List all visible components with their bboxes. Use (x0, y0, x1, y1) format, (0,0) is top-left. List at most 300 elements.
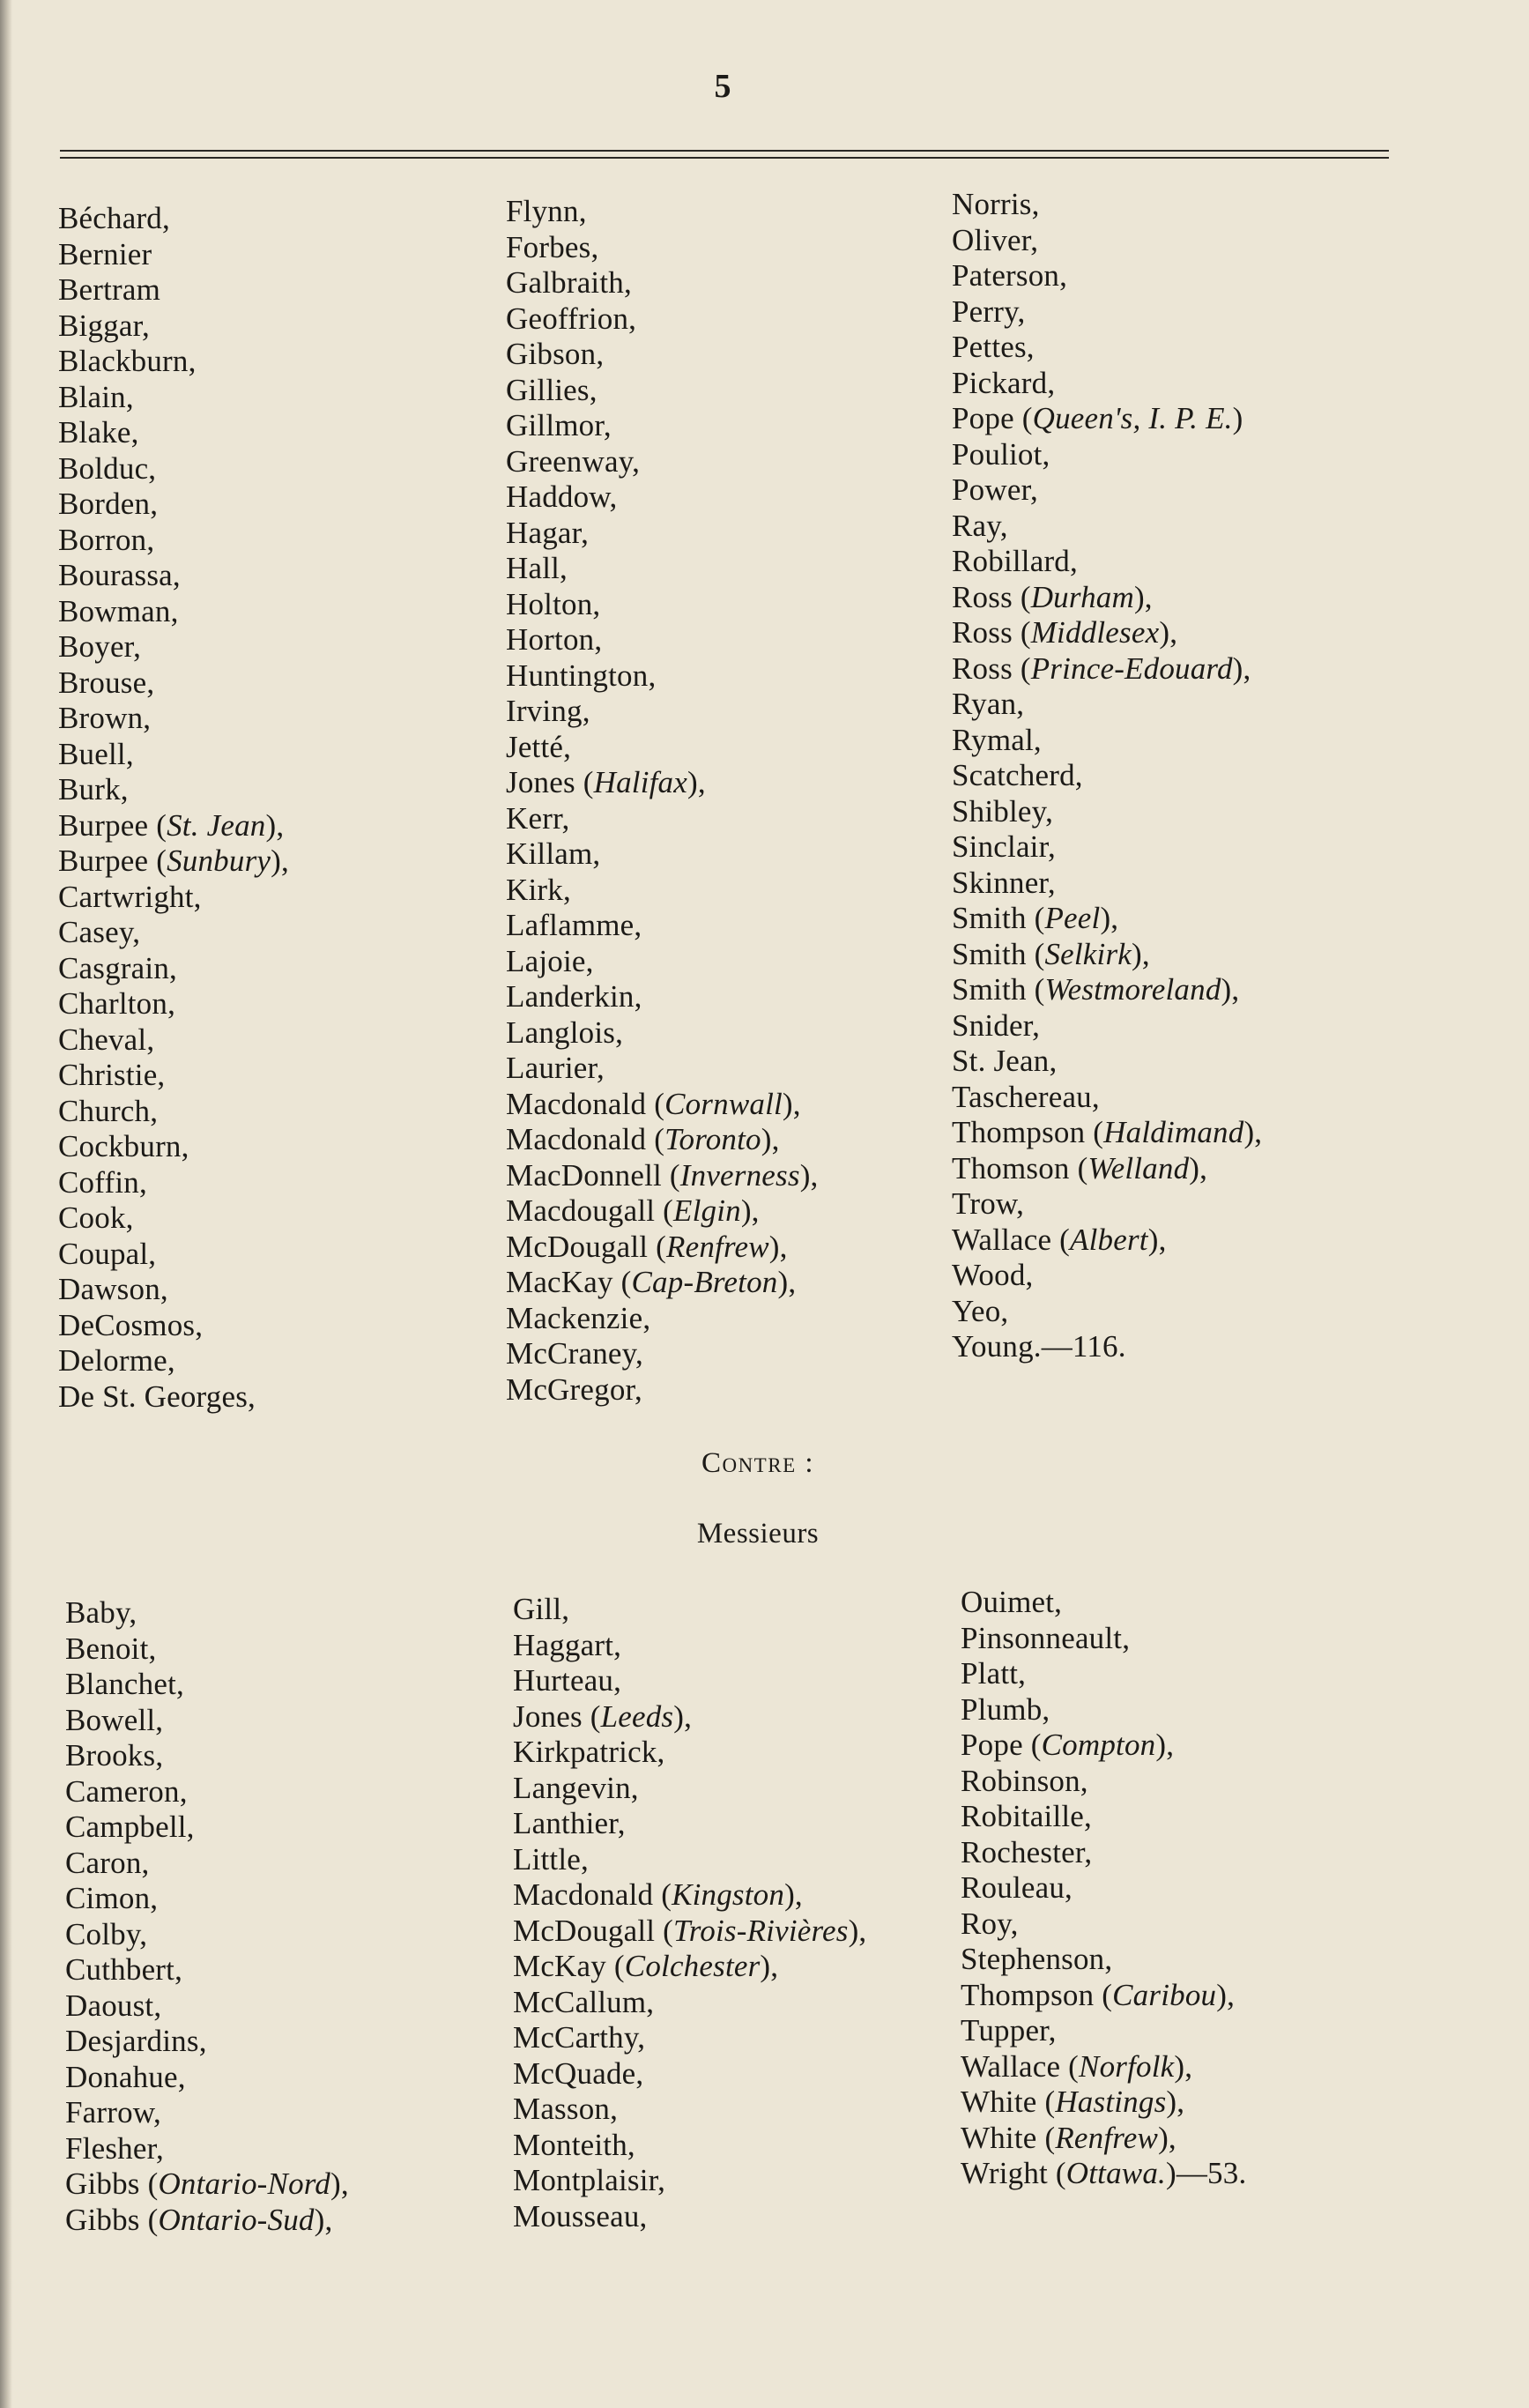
member-entry (58, 629, 289, 665)
member-name: Pettes, (952, 330, 1035, 364)
member-entry (952, 187, 1262, 223)
member-name: Ray, (952, 508, 1008, 543)
member-name: Landerkin, (506, 979, 642, 1014)
for-votes-column-3 (952, 187, 1262, 1365)
member-entry (506, 551, 819, 587)
member-entry (65, 1952, 349, 1988)
member-entry (513, 2163, 866, 2199)
member-entry (58, 594, 289, 630)
page-binding-edge (0, 0, 12, 2408)
member-entry (506, 1015, 819, 1052)
member-name: Smith ( (952, 901, 1045, 935)
member-name: Forbes, (506, 229, 599, 264)
member-name: Pouliot, (952, 436, 1050, 472)
member-entry (58, 737, 289, 773)
member-name: Platt, (961, 1656, 1027, 1691)
member-name: Biggar, (58, 308, 151, 343)
member-entry (506, 265, 819, 301)
member-entry (65, 1846, 349, 1882)
member-name: Gillies, (506, 372, 597, 407)
member-name: Robillard, (952, 544, 1078, 578)
entry-punctuation: ), (330, 2166, 349, 2201)
member-name: Blackburn, (58, 344, 197, 378)
member-entry (952, 901, 1262, 937)
member-name: Masson, (513, 2092, 619, 2126)
member-name: Pope ( (961, 1728, 1042, 1762)
member-name: Farrow, (65, 2095, 161, 2129)
member-entry (506, 694, 819, 730)
member-name: Cuthbert, (65, 1952, 183, 1987)
member-name: Macdonald ( (513, 1877, 672, 1912)
member-name: Casgrain, (58, 950, 177, 985)
member-entry (506, 479, 819, 516)
member-name: Dawson, (58, 1272, 168, 1306)
member-entry (513, 1985, 866, 2021)
member-entry (961, 1728, 1246, 1764)
entry-punctuation: ), (760, 1949, 779, 1983)
member-name: Smith ( (952, 972, 1045, 1007)
member-name: Rouleau, (961, 1870, 1073, 1905)
member-name: Haddow, (506, 479, 618, 514)
member-entry (506, 1230, 819, 1266)
riding-name: Albert (1070, 1222, 1148, 1257)
member-entry (58, 1200, 289, 1237)
riding-name: Hastings (1055, 2085, 1167, 2119)
riding-name: Ontario-Nord (158, 2166, 331, 2201)
member-entry (961, 2013, 1246, 2049)
member-entry (58, 201, 289, 237)
entry-punctuation: ), (265, 807, 285, 843)
member-entry (952, 1186, 1262, 1223)
member-name: McDougall ( (513, 1913, 674, 1948)
member-entry (65, 1667, 349, 1703)
member-entry (58, 1272, 289, 1308)
member-entry (952, 829, 1262, 866)
against-votes-column-2 (513, 1592, 866, 2234)
member-entry (952, 687, 1262, 723)
entry-punctuation: ), (784, 1877, 803, 1912)
member-entry (513, 2128, 866, 2164)
member-name: Lanthier, (513, 1806, 626, 1840)
member-name: Wright ( (961, 2156, 1066, 2190)
member-name: Oliver, (952, 222, 1039, 257)
entry-punctuation: ), (1174, 2048, 1193, 2084)
member-entry (65, 2095, 349, 2131)
member-name: Scatcherd, (952, 758, 1083, 792)
member-name: Caron, (65, 1845, 150, 1880)
member-name: Ryan, (952, 687, 1025, 721)
riding-name: Welland (1087, 1150, 1190, 1185)
member-entry (952, 1223, 1262, 1259)
member-entry (58, 272, 289, 308)
riding-name: Renfrew (666, 1229, 769, 1264)
member-entry (961, 1692, 1246, 1728)
member-name: Snider, (952, 1007, 1041, 1043)
riding-name: Haldimand (1103, 1115, 1244, 1149)
member-name: Haggart, (513, 1627, 622, 1662)
member-entry (513, 2020, 866, 2056)
member-entry (961, 2049, 1246, 2085)
member-entry (506, 1372, 819, 1408)
member-entry (952, 401, 1262, 437)
member-entry (58, 808, 289, 844)
member-name: Brown, (58, 701, 152, 735)
member-entry (58, 451, 289, 487)
riding-name: Colchester (624, 1949, 761, 1983)
member-name: Boyer, (58, 629, 142, 664)
member-name: McDougall ( (506, 1229, 667, 1264)
member-name: Gillmor, (506, 408, 612, 442)
member-name: Bowell, (65, 1702, 164, 1737)
entry-punctuation: ), (1216, 1977, 1236, 2012)
member-entry (506, 230, 819, 266)
member-entry (58, 380, 289, 416)
member-name: Bertram (58, 272, 161, 307)
member-name: Casey, (58, 915, 141, 949)
member-entry (58, 951, 289, 987)
entry-punctuation: ), (848, 1913, 867, 1948)
header-rule-top (60, 150, 1389, 152)
member-name: Shibley, (952, 793, 1054, 829)
member-entry (65, 1631, 349, 1668)
member-name: Borden, (58, 487, 159, 521)
member-name: Kerr, (506, 800, 570, 836)
member-name: Macdonald ( (506, 1122, 665, 1156)
entry-punctuation: ), (1100, 901, 1119, 935)
member-name: Mousseau, (513, 2198, 648, 2233)
member-entry (513, 1699, 866, 1735)
member-name: Robitaille, (961, 1799, 1092, 1833)
member-entry (65, 2131, 349, 2167)
member-name: McCraney, (506, 1336, 644, 1371)
member-name: Smith ( (952, 936, 1045, 971)
member-entry (952, 437, 1262, 473)
member-entry (952, 223, 1262, 259)
member-name: Flynn, (506, 194, 587, 228)
riding-name: Caribou (1112, 1977, 1217, 2012)
member-entry (58, 523, 289, 559)
member-name: Blake, (58, 415, 139, 450)
riding-name: Ottawa. (1065, 2156, 1166, 2190)
member-name: Cook, (58, 1200, 134, 1235)
entry-punctuation: ), (1133, 579, 1153, 614)
riding-name: Inverness (679, 1157, 800, 1193)
member-name: Thompson ( (952, 1115, 1104, 1149)
member-name: Trow, (952, 1186, 1025, 1221)
member-entry (506, 1158, 819, 1194)
member-name: Coffin, (58, 1164, 147, 1200)
member-name: Bourassa, (58, 558, 181, 592)
member-name: Burpee ( (58, 844, 167, 878)
member-name: Norris, (952, 187, 1040, 221)
entry-punctuation: ), (1166, 2085, 1185, 2119)
member-entry (961, 1978, 1246, 2014)
member-entry (58, 1237, 289, 1273)
member-name: Burpee ( (58, 807, 167, 843)
member-name: Tupper, (961, 2013, 1057, 2048)
entry-punctuation: ), (1159, 615, 1178, 650)
riding-name: Toronto (664, 1122, 761, 1156)
member-name: McGregor, (506, 1371, 642, 1407)
member-entry (952, 544, 1262, 580)
member-entry (58, 1094, 289, 1130)
member-entry (952, 1294, 1262, 1330)
member-name: Wood, (952, 1258, 1034, 1292)
member-name: Ross ( (952, 650, 1031, 686)
member-entry (506, 1265, 819, 1301)
member-name: Hagar, (506, 515, 590, 550)
member-name: Thomson ( (952, 1150, 1088, 1185)
member-entry (952, 758, 1262, 794)
member-name: Young.—116. (952, 1329, 1126, 1364)
member-name: Macdonald ( (506, 1086, 665, 1121)
entry-punctuation: ), (782, 1086, 801, 1121)
member-entry (506, 765, 819, 801)
entry-punctuation: ), (777, 1265, 797, 1299)
member-name: Cameron, (65, 1773, 188, 1809)
page-number: 5 (714, 68, 731, 105)
member-name: Kirkpatrick, (513, 1735, 665, 1769)
member-name: Skinner, (952, 865, 1056, 900)
against-votes-column-1 (65, 1595, 349, 2238)
member-entry (58, 701, 289, 737)
member-entry (58, 1165, 289, 1201)
member-entry (506, 873, 819, 909)
member-name: Stephenson, (961, 1942, 1113, 1976)
member-entry (961, 1799, 1246, 1835)
member-entry (961, 1656, 1246, 1692)
member-name: Buell, (58, 736, 134, 771)
member-name: Daoust, (65, 1988, 162, 2023)
member-entry (513, 1806, 866, 1842)
member-entry (65, 1703, 349, 1739)
member-entry (952, 330, 1262, 366)
member-entry (952, 580, 1262, 616)
member-entry (58, 1379, 289, 1416)
member-name: Greenway, (506, 443, 641, 479)
member-name: Paterson, (952, 258, 1068, 293)
member-entry (506, 622, 819, 658)
member-entry (65, 1881, 349, 1917)
member-entry (506, 801, 819, 837)
member-name: Gibbs ( (65, 2166, 159, 2201)
member-entry (513, 2199, 866, 2235)
member-name: Jetté, (506, 729, 572, 764)
riding-name: Renfrew (1055, 2120, 1159, 2155)
member-entry (961, 1942, 1246, 1978)
riding-name: Middlesex (1030, 615, 1160, 650)
member-name: MacDonnell ( (506, 1157, 680, 1193)
entry-punctuation: ), (1189, 1150, 1208, 1185)
member-entry (506, 979, 819, 1015)
entry-punctuation: ), (1243, 1115, 1263, 1149)
member-entry (65, 2060, 349, 2096)
member-name: Bernier (58, 236, 152, 271)
member-entry (513, 1842, 866, 1878)
member-name: Rymal, (952, 722, 1042, 757)
member-entry (506, 836, 819, 873)
entry-punctuation: ), (314, 2202, 333, 2237)
member-entry (65, 1595, 349, 1631)
member-entry (952, 1258, 1262, 1294)
member-entry (506, 730, 819, 766)
member-name: Hurteau, (513, 1663, 622, 1698)
member-entry (58, 1022, 289, 1059)
member-name: White ( (961, 2120, 1056, 2155)
member-name: Brouse, (58, 665, 155, 700)
member-entry (513, 1877, 866, 1914)
member-name: Pinsonneault, (961, 1620, 1131, 1655)
member-name: Benoit, (65, 1631, 157, 1666)
member-entry (65, 1917, 349, 1953)
member-entry (506, 1122, 819, 1158)
member-name: Delorme, (58, 1343, 175, 1378)
riding-name: Trois-Rivières (673, 1913, 849, 1948)
member-entry (58, 558, 289, 594)
entry-punctuation: ), (673, 1698, 693, 1734)
member-name: McKay ( (513, 1949, 625, 1983)
contre-heading: Contre : (701, 1447, 815, 1479)
member-entry (513, 1628, 866, 1664)
riding-name: Westmoreland (1044, 972, 1221, 1007)
member-name: Blain, (58, 379, 134, 414)
entry-punctuation: ), (1132, 936, 1150, 971)
member-name: MacKay ( (506, 1265, 632, 1299)
member-name: Christie, (58, 1058, 166, 1092)
member-entry (952, 723, 1262, 759)
riding-name: St. Jean (167, 807, 266, 843)
member-name: Thompson ( (961, 1977, 1113, 2012)
member-entry (58, 880, 289, 916)
member-name: Huntington, (506, 658, 657, 693)
for-votes-column-2 (506, 194, 819, 1408)
entry-punctuation: ), (761, 1122, 780, 1156)
member-entry (513, 1914, 866, 1950)
member-name: Béchard, (58, 201, 170, 235)
member-entry (58, 986, 289, 1022)
riding-name: Elgin (672, 1193, 741, 1228)
riding-name: Cornwall (664, 1086, 783, 1121)
member-entry (952, 1008, 1262, 1044)
member-entry (952, 366, 1262, 402)
member-name: Sinclair, (952, 829, 1057, 864)
member-entry (58, 665, 289, 702)
member-entry (961, 1906, 1246, 1943)
member-name: Church, (58, 1093, 159, 1128)
member-entry (58, 487, 289, 523)
member-name: Horton, (506, 622, 603, 657)
member-name: Perry, (952, 294, 1026, 329)
member-name: Cimon, (65, 1881, 159, 1915)
member-entry (58, 844, 289, 880)
member-entry (58, 344, 289, 380)
member-entry (506, 373, 819, 409)
member-entry (506, 516, 819, 552)
member-name: Geoffrion, (506, 301, 637, 336)
entry-punctuation: ), (799, 1157, 819, 1193)
member-name: Cockburn, (58, 1129, 189, 1163)
member-entry (513, 2056, 866, 2092)
riding-name: Cap-Breton (631, 1265, 778, 1299)
entry-punctuation: ), (1147, 1222, 1167, 1257)
member-entry (952, 937, 1262, 973)
member-name: Taschereau, (952, 1079, 1100, 1114)
member-name: Wallace ( (952, 1222, 1071, 1257)
member-entry (506, 908, 819, 944)
member-entry (506, 944, 819, 980)
member-entry (952, 615, 1262, 651)
member-name: White ( (961, 2085, 1056, 2119)
riding-name: Queen's, I. P. E. (1032, 401, 1233, 435)
member-entry (58, 1343, 289, 1379)
member-entry (506, 444, 819, 480)
member-name: Holton, (506, 586, 601, 621)
member-entry (513, 1735, 866, 1771)
member-entry (58, 415, 289, 451)
member-name: McCarthy, (513, 2020, 646, 2055)
member-entry (58, 772, 289, 808)
member-name: Irving, (506, 694, 590, 728)
member-entry (961, 2085, 1246, 2121)
member-entry (961, 2121, 1246, 2157)
member-entry (961, 2156, 1246, 2192)
member-name: Laurier, (506, 1051, 605, 1085)
member-name: Laflamme, (506, 908, 642, 942)
member-name: Killam, (506, 836, 601, 871)
member-entry (513, 1592, 866, 1628)
member-name: Roy, (961, 1906, 1019, 1941)
against-votes-column-3 (961, 1585, 1246, 2192)
member-entry (961, 1621, 1246, 1657)
member-entry (506, 1087, 819, 1123)
entry-punctuation: ), (768, 1229, 788, 1264)
member-entry (952, 472, 1262, 509)
member-name: Ouimet, (961, 1585, 1063, 1619)
header-rule-bottom (60, 157, 1389, 159)
member-name: Hall, (506, 551, 568, 585)
member-entry (65, 2166, 349, 2203)
member-name: Pope ( (952, 401, 1033, 435)
member-entry (952, 1080, 1262, 1116)
member-name: Cartwright, (58, 879, 202, 914)
member-entry (513, 1949, 866, 1985)
member-name: Langevin, (513, 1770, 639, 1805)
member-name: Lajoie, (506, 943, 594, 978)
riding-name: Durham (1030, 579, 1134, 614)
riding-name: Prince-Edouard (1030, 650, 1233, 686)
member-entry (961, 1764, 1246, 1800)
member-name: Charlton, (58, 986, 176, 1021)
member-entry (952, 294, 1262, 331)
member-name: Borron, (58, 522, 155, 557)
member-name: Desjardins, (65, 2024, 207, 2058)
member-name: Robinson, (961, 1763, 1088, 1798)
entry-punctuation: )—53. (1165, 2156, 1247, 2190)
member-entry (952, 509, 1262, 545)
member-name: Cheval, (58, 1022, 155, 1057)
riding-name: Peel (1044, 901, 1101, 935)
entry-punctuation: ), (687, 765, 706, 799)
member-name: Kirk, (506, 872, 571, 907)
member-entry (961, 1870, 1246, 1906)
member-name: Montplaisir, (513, 2163, 666, 2197)
member-name: Ross ( (952, 579, 1031, 614)
member-entry (506, 658, 819, 695)
member-name: Colby, (65, 1916, 148, 1951)
member-entry (65, 2024, 349, 2060)
member-name: Blanchet, (65, 1667, 184, 1701)
riding-name: Norfolk (1079, 2048, 1175, 2084)
